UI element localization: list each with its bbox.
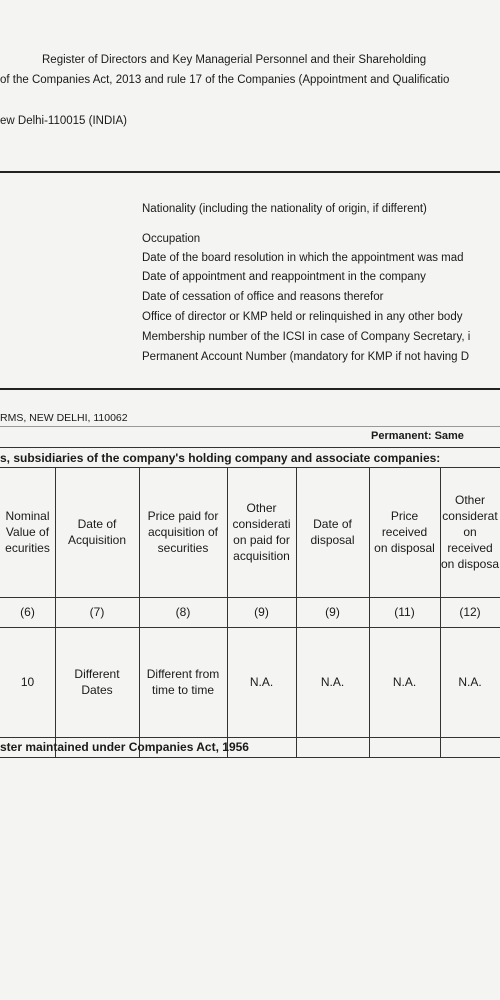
header-date-of-disposal-line: Date of — [313, 517, 352, 531]
table-rule-h — [0, 737, 500, 738]
column-number-price-paid: (8) — [175, 605, 191, 619]
data-price-paid-line: Different from — [146, 667, 220, 681]
section-heading: s, subsidiaries of the company's holding company and associate companies: — [0, 451, 441, 465]
header-date-of-acquisition — [55, 467, 139, 597]
data-other-consideration-received — [440, 627, 500, 737]
header-other-consideration-paid-line: Other — [246, 501, 277, 515]
header-date-of-disposal — [296, 467, 369, 597]
company-address: ew Delhi-110015 (INDIA) — [0, 115, 127, 127]
heading-top-rule — [0, 447, 500, 448]
address-line: RMS, NEW DELHI, 110062 — [0, 412, 128, 424]
data-price-paid-line: time to time — [151, 683, 214, 697]
header-price-received-line: Price — [390, 509, 419, 523]
data-date-of-disposal — [296, 627, 369, 737]
field-nationality: Nationality (including the nationality of origin, if different) — [142, 203, 427, 215]
column-number-other-consideration-paid: (9) — [254, 605, 269, 619]
header-nominal-value — [0, 467, 55, 597]
header-other-consideration-received-line: on disposa — [440, 557, 500, 571]
data-price-paid — [139, 627, 227, 737]
field-office-held: Office of director or KMP held or relinquished in any other body — [142, 311, 463, 323]
header-price-paid-line: securities — [157, 541, 209, 555]
data-date-of-acquisition-line: Dates — [81, 683, 113, 697]
address-underline — [0, 426, 500, 427]
fields-divider — [0, 388, 500, 390]
field-cessation-date: Date of cessation of office and reasons therefor — [142, 291, 384, 303]
column-number-nominal-value: (6) — [20, 605, 35, 619]
header-nominal-value-line: Value of — [5, 525, 50, 539]
field-icsi-membership: Membership number of the ICSI in case of Company Secretary, i — [142, 331, 471, 343]
field-occupation: Occupation — [142, 233, 201, 245]
table-footer-note: ster maintained under Companies Act, 1956 — [0, 740, 249, 754]
permanent-address: Permanent: Same — [371, 430, 464, 442]
column-number-other-consideration-received: (12) — [459, 605, 481, 619]
column-number-date-of-disposal: (9) — [325, 605, 340, 619]
data-nominal-value — [0, 627, 55, 737]
data-date-of-disposal-line: N.A. — [320, 675, 345, 689]
data-other-consideration-paid — [227, 627, 296, 737]
data-other-consideration-received-line: N.A. — [458, 675, 482, 689]
header-price-paid — [139, 467, 227, 597]
header-other-consideration-received-line: on — [463, 525, 477, 539]
header-date-of-acquisition-line: Acquisition — [67, 533, 127, 547]
header-price-paid-line: acquisition of — [147, 525, 219, 539]
header-other-consideration-paid-line: on paid for — [233, 533, 290, 547]
header-date-of-disposal-line: disposal — [310, 533, 355, 547]
field-appointment-date: Date of appointment and reappointment in the company — [142, 271, 426, 283]
header-nominal-value-line: ecurities — [5, 541, 50, 555]
header-other-consideration-received-line: Other — [454, 493, 485, 507]
data-price-received — [369, 627, 440, 737]
header-date-of-acquisition-line: Date of — [77, 517, 117, 531]
header-other-consideration-received-line: received — [447, 541, 493, 555]
header-other-consideration-paid-line: acquisition — [233, 549, 290, 563]
header-other-consideration-received-line: considerat — [442, 509, 498, 523]
header-divider — [0, 171, 500, 173]
field-board-resolution-date: Date of the board resolution in which the appointment was mad — [142, 252, 464, 264]
column-number-date-of-acquisition: (7) — [89, 605, 105, 619]
header-price-received — [369, 467, 440, 597]
header-price-received-line: received — [381, 525, 428, 539]
register-subtitle: of the Companies Act, 2013 and rule 17 of the Companies (Appointment and Qualificatio — [0, 74, 450, 86]
data-other-consideration-paid-line: N.A. — [249, 675, 274, 689]
header-nominal-value-line: Nominal — [5, 509, 50, 523]
header-other-consideration-paid — [227, 467, 296, 597]
data-date-of-acquisition-line: Different — [74, 667, 120, 681]
header-other-consideration-received — [440, 467, 500, 597]
header-other-consideration-paid-line: considerati — [232, 517, 291, 531]
data-price-received-line: N.A. — [392, 675, 417, 689]
table-rule-h — [0, 757, 500, 758]
column-number-price-received: (11) — [394, 605, 415, 619]
field-pan: Permanent Account Number (mandatory for KMP if not having D — [142, 351, 470, 363]
data-nominal-value-line: 10 — [20, 675, 35, 689]
header-price-paid-line: Price paid for — [147, 509, 219, 523]
register-title: Register of Directors and Key Managerial Personnel and their Shareholding — [42, 54, 427, 66]
data-date-of-acquisition — [55, 627, 139, 737]
header-price-received-line: on disposal — [374, 541, 435, 555]
